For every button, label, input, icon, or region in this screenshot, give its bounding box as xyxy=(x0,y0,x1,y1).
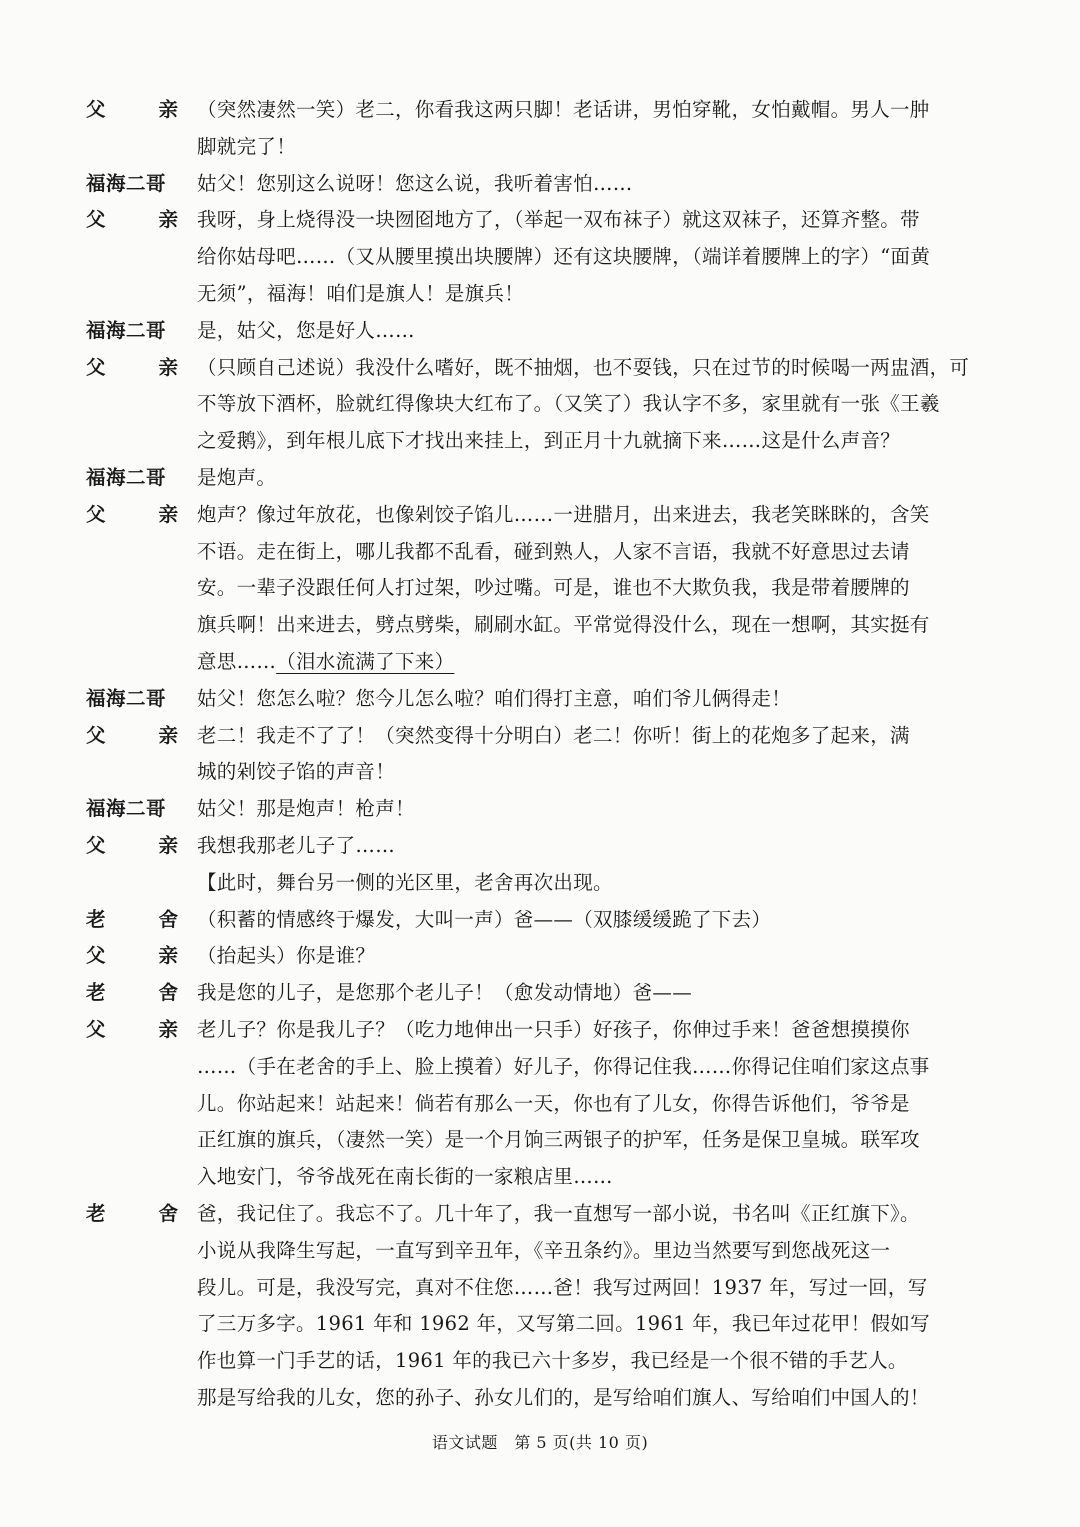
dialogue-continuation xyxy=(197,865,613,902)
script-line xyxy=(86,534,986,571)
speaker-name-part: 父 xyxy=(86,98,106,121)
speaker-name xyxy=(86,828,178,865)
dialogue-continuation xyxy=(197,1233,890,1270)
dialogue-continuation xyxy=(197,1343,908,1380)
dialogue-text-span: （积蓄的情感终于爆发，大叫一声）爸——（双膝缓缓跪了下去） xyxy=(197,907,772,931)
dialogue-text-span: 不语。走在街上，哪儿我都不乱看，碰到熟人，人家不言语，我就不好意思过去请 xyxy=(197,539,910,563)
dialogue-text xyxy=(197,828,395,865)
script-line xyxy=(86,129,986,166)
dialogue-text xyxy=(197,313,415,350)
dialogue-text-span: 段儿。可是，我没写完，真对不住您……爸！我写过两回！1937 年，写过一回，写 xyxy=(197,1275,928,1299)
speaker-name xyxy=(86,975,178,1012)
script-line xyxy=(86,1049,986,1086)
dialogue-text xyxy=(197,902,771,939)
speaker-name-part: 亲 xyxy=(158,723,178,747)
script-line xyxy=(86,92,986,129)
speaker-name-part: 福海二哥 xyxy=(86,318,167,342)
dialogue-text-span: 入地安门，爷爷战死在南长街的一家粮店里…… xyxy=(197,1165,613,1189)
speaker-name-part: 亲 xyxy=(158,944,178,968)
dialogue-text xyxy=(197,166,633,203)
dialogue-text-span: 城的剁饺子馅的声音！ xyxy=(197,760,396,784)
script-line xyxy=(86,681,986,718)
dialogue-text-span: 意思…… xyxy=(197,649,277,673)
dialogue-text-span: 不等放下酒杯，脸就红得像块大红布了。（又笑了）我认字不多，家里就有一张《王羲 xyxy=(197,392,940,416)
speaker-name-part: 舍 xyxy=(158,1201,178,1225)
script-line xyxy=(86,607,986,644)
script-line xyxy=(86,791,986,828)
dialogue-text-span: 安。一辈子没跟任何人打过架，吵过嘴。可是，谁也不大欺负我，我是带着腰牌的 xyxy=(197,576,910,600)
speaker-name-part: 舍 xyxy=(158,907,178,931)
dialogue-text-span: 之爱鹅》，到年根儿底下才找出来挂上，到正月十九就摘下来……这是什么声音？ xyxy=(197,429,901,453)
script-line xyxy=(86,350,986,387)
dialogue-text xyxy=(197,681,791,718)
dialogue-text xyxy=(197,350,969,387)
speaker-name xyxy=(86,681,178,718)
script-line xyxy=(86,1159,986,1196)
speaker-name-part: 父 xyxy=(86,723,106,747)
dialogue-text-span: 正红旗的旗兵，（凄然一笑）是一个月饷三两银子的护军，任务是保卫皇城。联军攻 xyxy=(197,1128,920,1152)
dialogue-continuation xyxy=(197,1306,930,1343)
script-line xyxy=(86,202,986,239)
speaker-name-part: 老 xyxy=(86,981,106,1005)
dialogue-continuation xyxy=(197,754,395,791)
speaker-name-part: 福海二哥 xyxy=(86,171,167,195)
script-line xyxy=(86,644,986,681)
dialogue-text-span: 那是写给我的儿女，您的孙子、孙女儿们的，是写给咱们旗人、写给咱们中国人的！ xyxy=(197,1385,930,1409)
dialogue-continuation xyxy=(197,534,910,571)
dialogue-text xyxy=(197,791,415,828)
speaker-name xyxy=(86,92,178,129)
dialogue-text-span: 旗兵啊！出来进去，劈点劈柴，刷刷水缸。平常觉得没什么，现在一想啊，其实挺有 xyxy=(197,613,930,637)
dialogue-text-span: （突然凄然一笑）老二，你看我这两只脚！老话讲，男怕穿靴，女怕戴帽。男人一肿 xyxy=(197,98,930,121)
speaker-name-part: 亲 xyxy=(158,98,178,121)
speaker-name xyxy=(86,791,178,828)
speaker-name-part: 老 xyxy=(86,907,106,931)
dialogue-text-span: 姑父！您怎么啦？您今儿怎么啦？咱们得打主意，咱们爷儿俩得走！ xyxy=(197,686,792,710)
speaker-name-part: 父 xyxy=(86,833,106,857)
speaker-name xyxy=(86,350,178,387)
speaker-name xyxy=(86,313,178,350)
speaker-name xyxy=(86,166,178,203)
script-line xyxy=(86,1380,986,1417)
script-line xyxy=(86,1196,986,1233)
dialogue-text xyxy=(197,497,930,534)
dialogue-text-span: 爸，我记住了。我忘不了。几十年了，我一直想写一部小说，书名叫《正红旗下》。 xyxy=(197,1201,920,1225)
speaker-name-part: 老 xyxy=(86,1201,106,1225)
script-line xyxy=(86,902,986,939)
script-line xyxy=(86,828,986,865)
speaker-name-part: 父 xyxy=(86,355,106,379)
script-line xyxy=(86,460,986,497)
dialogue-text xyxy=(197,202,920,239)
script-line xyxy=(86,276,986,313)
dialogue-text-span: 我是您的儿子，是您那个老儿子！（愈发动情地）爸—— xyxy=(197,981,693,1005)
dialogue-text-span: 儿。你站起来！站起来！倘若有那么一天，你也有了儿女，你得告诉他们，爷爷是 xyxy=(197,1091,910,1115)
dialogue-continuation xyxy=(197,607,930,644)
dialogue-text-span: 姑父！那是炮声！枪声！ xyxy=(197,797,415,821)
script-line xyxy=(86,1012,986,1049)
page-footer: 语文试题 第 5 页(共 10 页) xyxy=(431,1433,649,1452)
dialogue-continuation xyxy=(197,1122,920,1159)
speaker-name-part: 亲 xyxy=(158,833,178,857)
dialogue-continuation xyxy=(197,1270,928,1307)
dialogue-text-span: 脚就完了！ xyxy=(197,134,297,158)
script-line xyxy=(86,166,986,203)
script-line xyxy=(86,754,986,791)
dialogue-text-span: （抬起头）你是谁？ xyxy=(197,944,376,968)
dialogue-text-span: 作也算一门手艺的话，1961 年的我已六十多岁，我已经是一个很不错的手艺人。 xyxy=(197,1349,908,1373)
dialogue-continuation xyxy=(197,129,296,166)
script-line xyxy=(86,938,986,975)
dialogue-text-span: 老二！我走不了了！（突然变得十分明白）老二！你听！街上的花炮多了起来，满 xyxy=(197,723,910,747)
script-line xyxy=(86,239,986,276)
dialogue-text xyxy=(197,938,375,975)
dialogue-text xyxy=(197,718,910,755)
script-line xyxy=(86,865,986,902)
script-line xyxy=(86,1122,986,1159)
script-line xyxy=(86,718,986,755)
speaker-name-part: 亲 xyxy=(158,355,178,379)
dialogue-text-span: 无须”，福海！咱们是旗人！是旗兵！ xyxy=(197,281,525,305)
speaker-name-part: 父 xyxy=(86,944,106,968)
dialogue-text xyxy=(197,1196,920,1233)
speaker-name-part: 父 xyxy=(86,208,106,232)
dialogue-continuation xyxy=(197,1159,613,1196)
dialogue-text-span: 是，姑父，您是好人…… xyxy=(197,318,415,342)
dialogue-continuation xyxy=(197,570,910,607)
speaker-name xyxy=(86,1012,178,1049)
script-line xyxy=(86,1270,986,1307)
speaker-name-part: 父 xyxy=(86,1017,106,1041)
script-line xyxy=(86,570,986,607)
speaker-name-part: 舍 xyxy=(158,981,178,1005)
dialogue-continuation xyxy=(197,386,940,423)
speaker-name-part: 福海二哥 xyxy=(86,686,167,710)
dialogue-text xyxy=(197,975,692,1012)
script-line xyxy=(86,423,986,460)
dialogue-continuation xyxy=(197,239,930,276)
speaker-name xyxy=(86,902,178,939)
speaker-name-part: 亲 xyxy=(158,502,178,526)
speaker-name-part: 福海二哥 xyxy=(86,465,167,489)
dialogue-continuation xyxy=(197,276,524,313)
script-line xyxy=(86,1233,986,1270)
dialogue-text xyxy=(197,460,276,497)
script-line xyxy=(86,313,986,350)
play-script xyxy=(86,92,986,1417)
script-line xyxy=(86,1086,986,1123)
script-line xyxy=(86,1343,986,1380)
script-line xyxy=(86,497,986,534)
script-line xyxy=(86,1306,986,1343)
dialogue-text-span: （只顾自己述说）我没什么嗜好，既不抽烟，也不耍钱，只在过节的时候喝一两盅酒，可 xyxy=(197,355,970,379)
dialogue-continuation xyxy=(197,423,900,460)
script-line xyxy=(86,386,986,423)
speaker-name xyxy=(86,938,178,975)
speaker-name xyxy=(86,718,178,755)
dialogue-text xyxy=(197,92,930,129)
speaker-name-part: 福海二哥 xyxy=(86,797,167,821)
script-line xyxy=(86,975,986,1012)
dialogue-text-span: 给你姑母吧……（又从腰里摸出块腰牌）还有这块腰牌，（端详着腰牌上的字）“面黄 xyxy=(197,245,931,269)
dialogue-text-span: 【此时，舞台另一侧的光区里，老舍再次出现。 xyxy=(197,870,613,894)
dialogue-text-span: 姑父！您别这么说呀！您这么说，我听着害怕…… xyxy=(197,171,633,195)
speaker-name xyxy=(86,460,178,497)
dialogue-text-span: ……（手在老舍的手上、脸上摸着）好儿子，你得记住我……你得记住咱们家这点事 xyxy=(197,1054,930,1078)
speaker-name xyxy=(86,1196,178,1233)
dialogue-text-span: 了三万多字。1961 年和 1962 年，又写第二回。1961 年，我已年过花甲！假如写 xyxy=(197,1312,930,1336)
dialogue-text-span: 炮声？像过年放花，也像剁饺子馅儿……一进腊月，出来进去，我老笑眯眯的，含笑 xyxy=(197,502,930,526)
dialogue-text xyxy=(197,1012,910,1049)
dialogue-continuation xyxy=(197,644,454,681)
dialogue-text-span: 小说从我降生写起，一直写到辛丑年，《辛丑条约》。里边当然要写到您战死这一 xyxy=(197,1238,891,1262)
dialogue-text-span: 我呀，身上烧得没一块囫囵地方了，（举起一双布袜子）就这双袜子，还算齐整。带 xyxy=(197,208,920,232)
speaker-name xyxy=(86,497,178,534)
speaker-name xyxy=(86,202,178,239)
dialogue-text-span: 老儿子？你是我儿子？（吃力地伸出一只手）好孩子，你伸过手来！爸爸想摸摸你 xyxy=(197,1017,910,1041)
dialogue-continuation xyxy=(197,1049,930,1086)
dialogue-text-span: 是炮声。 xyxy=(197,465,277,489)
speaker-name-part: 亲 xyxy=(158,208,178,232)
underlined-stage-direction: （泪水流满了下来） xyxy=(276,649,455,673)
dialogue-continuation xyxy=(197,1086,910,1123)
speaker-name-part: 父 xyxy=(86,502,106,526)
speaker-name-part: 亲 xyxy=(158,1017,178,1041)
dialogue-text-span: 我想我那老儿子了…… xyxy=(197,833,395,857)
dialogue-continuation xyxy=(197,1380,930,1417)
